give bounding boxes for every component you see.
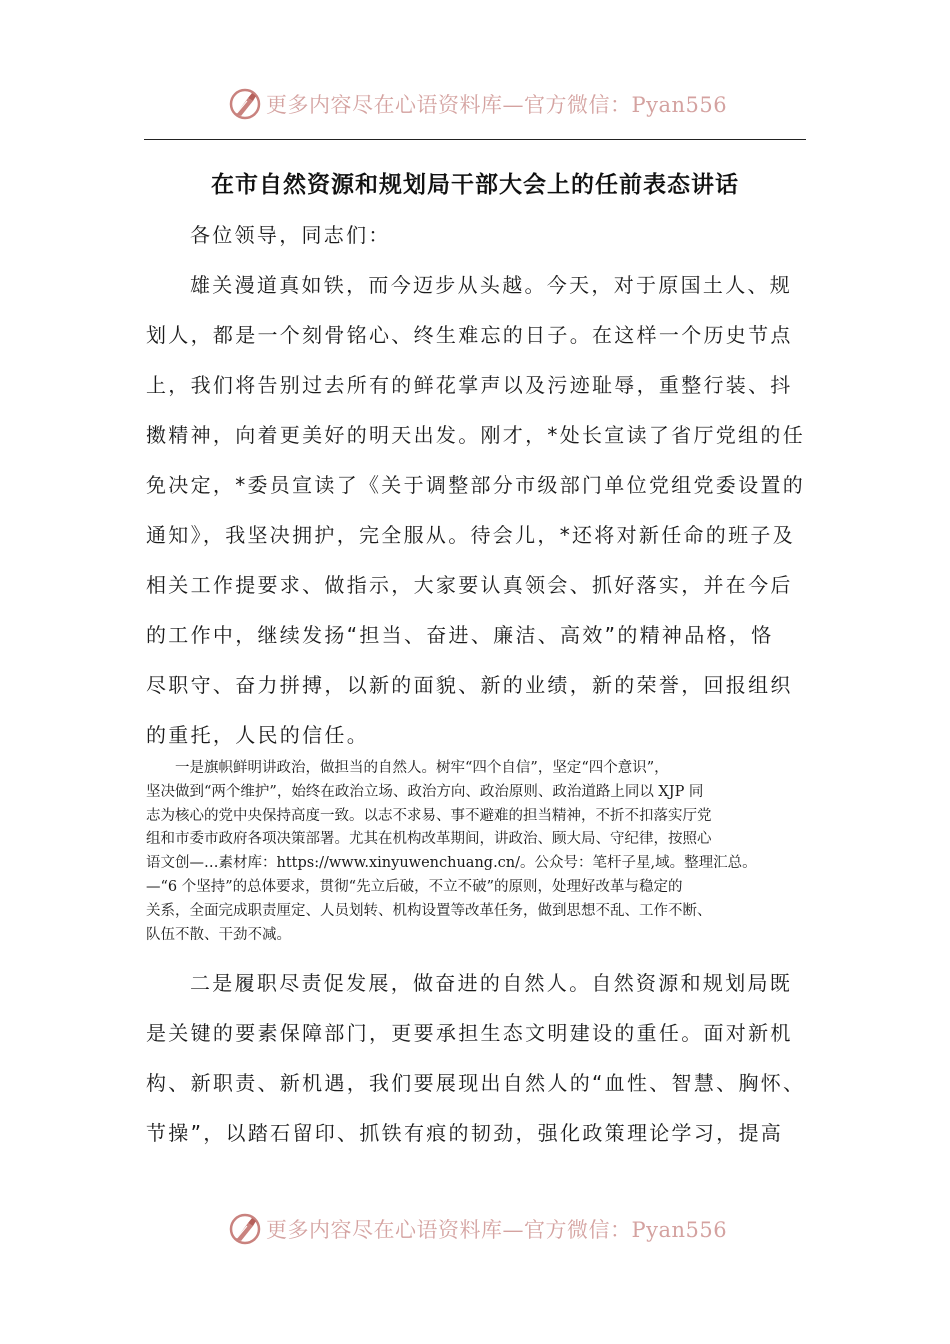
pen-nib-logo-icon bbox=[228, 87, 262, 121]
document-title: 在市自然资源和规划局干部大会上的任前表态讲话 bbox=[211, 172, 739, 198]
paragraph-line: 的重托，人民的信任。 bbox=[146, 723, 369, 747]
paragraph-line: 语文创—…素材库：https://www.xinyuwenchuang.cn/。公众号：笔杆子星,域。整理汇总。 bbox=[146, 855, 757, 872]
paragraph-line: —“6 个坚持”的总体要求，贯彻“先立后破，不立不破”的原则，处理好改革与稳定的 bbox=[146, 878, 683, 895]
paragraph-line: 上，我们将告别过去所有的鲜花掌声以及污迹耻辱，重整行装、抖 bbox=[146, 373, 793, 397]
paragraph-line: 关系，全面完成职责厘定、人员划转、机构设置等改革任务，做到思想不乱、工作不断、 bbox=[146, 902, 712, 919]
paragraph-line: 免决定，*委员宣读了《关于调整部分市级部门单位党组党委设置的 bbox=[146, 473, 805, 497]
paragraph-2 bbox=[146, 757, 812, 947]
paragraph-line: 坚决做到“两个维护”，始终在政治立场、政治方向、政治原则、政治道路上同以 XJP 同 bbox=[146, 783, 704, 800]
paragraph-line: 尽职守、奋力拼搏，以新的面貌、新的业绩，新的荣誉，回报组织 bbox=[146, 673, 793, 697]
salutation: 各位领导，同志们： bbox=[190, 223, 391, 247]
header-watermark bbox=[228, 84, 727, 124]
paragraph-line: 擞精神，向着更美好的明天出发。刚才，*处长宣读了省厅党组的任 bbox=[146, 423, 805, 447]
footer-watermark bbox=[228, 1209, 727, 1249]
paragraph-line: 一是旗帜鲜明讲政治，做担当的自然人。树牢“四个自信”，坚定“四个意识”， bbox=[146, 760, 669, 776]
paragraph-line: 志为核心的党中央保持高度一致。以志不求易、事不避难的担当精神，不折不扣落实厅党 bbox=[146, 807, 712, 824]
paragraph-line: 相关工作提要求、做指示，大家要认真领会、抓好落实，并在今后 bbox=[146, 573, 793, 597]
paragraph-line: 二是履职尽责促发展，做奋进的自然人。自然资源和规划局既 bbox=[190, 971, 793, 995]
paragraph-line: 是关键的要素保障部门，更要承担生态文明建设的重任。面对新机 bbox=[146, 1021, 793, 1045]
paragraph-line: 划人，都是一个刻骨铭心、终生难忘的日子。在这样一个历史节点 bbox=[146, 323, 793, 347]
paragraph-line: 通知》，我坚决拥护，完全服从。待会儿，*还将对新任命的班子及 bbox=[146, 523, 795, 547]
paragraph-line: 节操”，以踏石留印、抓铁有痕的韧劲，强化政策理论学习，提高 bbox=[146, 1121, 784, 1145]
pen-nib-logo-icon bbox=[228, 1212, 262, 1246]
paragraph-line: 构、新职责、新机遇，我们要展现出自然人的“血性、智慧、胸怀、 bbox=[146, 1071, 806, 1095]
paragraph-line: 队伍不散、干劲不减。 bbox=[146, 926, 291, 943]
paragraph-line: 雄关漫道真如铁，而今迈步从头越。今天，对于原国土人、规 bbox=[190, 273, 793, 297]
paragraph-line: 组和市委市政府各项决策部署。尤其在机构改革期间，讲政治、顾大局、守纪律，按照心 bbox=[146, 831, 712, 848]
watermark-text: 更多内容尽在心语资料库—官方微信：Pyan556 bbox=[266, 1218, 728, 1242]
paragraph-line: 的工作中，继续发扬“担当、奋进、廉洁、高效”的精神品格，恪 bbox=[146, 623, 774, 647]
watermark-text: 更多内容尽在心语资料库—官方微信：Pyan556 bbox=[266, 93, 728, 117]
header-divider bbox=[144, 139, 806, 140]
